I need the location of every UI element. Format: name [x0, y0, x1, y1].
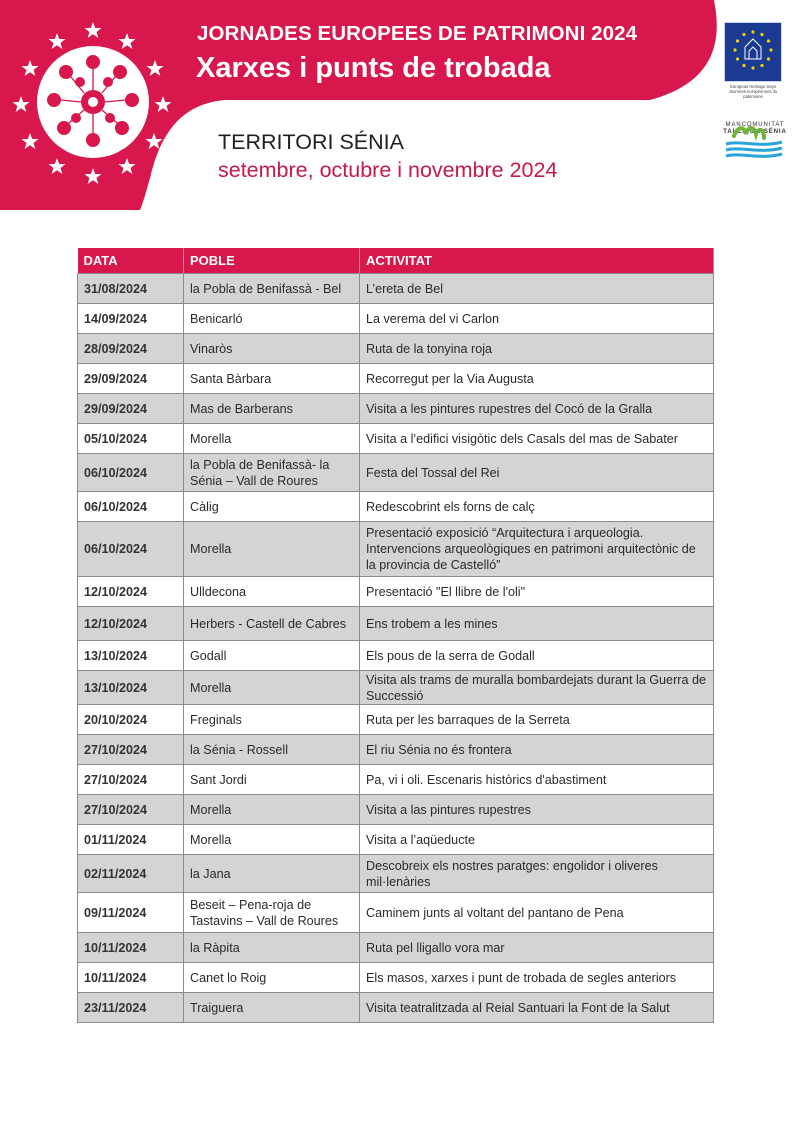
row-town: Beseit – Pena-roja de Tastavins – Vall de Roures	[184, 893, 360, 933]
row-activity: Visita a las pintures rupestres	[360, 795, 714, 825]
row-town: la Pobla de Benifassà- la Sénia – Vall de Roures	[184, 454, 360, 492]
table-row	[78, 522, 714, 577]
event-subtitle: Xarxes i punts de trobada	[196, 52, 551, 84]
row-date: 14/09/2024	[78, 304, 184, 334]
row-town: Traiguera	[184, 993, 360, 1023]
row-date: 05/10/2024	[78, 424, 184, 454]
row-activity: Visita als trams de muralla bombardejats durant la Guerra de Successió	[360, 671, 714, 705]
table-header-row	[78, 248, 714, 274]
row-activity: Ruta de la tonyina roja	[360, 334, 714, 364]
row-town: Morella	[184, 795, 360, 825]
row-town: Mas de Barberans	[184, 394, 360, 424]
row-activity: Descobreix els nostres paratges: engolidor i oliveres mil·lenàries	[360, 855, 714, 893]
column-header-date: DATA	[78, 248, 184, 274]
row-town: la Jana	[184, 855, 360, 893]
row-town: Vinaròs	[184, 334, 360, 364]
table-row	[78, 963, 714, 993]
row-date: 06/10/2024	[78, 492, 184, 522]
row-town: Ulldecona	[184, 577, 360, 607]
row-town: Santa Bàrbara	[184, 364, 360, 394]
territory-heading: TERRITORI SÉNIA	[218, 130, 404, 154]
table-row	[78, 454, 714, 492]
row-town: Godall	[184, 641, 360, 671]
row-town: Càlig	[184, 492, 360, 522]
table-row	[78, 765, 714, 795]
row-activity: Ruta pel lligallo vora mar	[360, 933, 714, 963]
row-town: la Ràpita	[184, 933, 360, 963]
row-date: 12/10/2024	[78, 577, 184, 607]
row-date: 01/11/2024	[78, 825, 184, 855]
row-activity: Pa, vi i oli. Escenaris històrics d'abastiment	[360, 765, 714, 795]
row-date: 06/10/2024	[78, 454, 184, 492]
table-row	[78, 492, 714, 522]
row-date: 27/10/2024	[78, 765, 184, 795]
table-row	[78, 364, 714, 394]
table-row	[78, 274, 714, 304]
row-activity: Festa del Tossal del Rei	[360, 454, 714, 492]
row-town: la Pobla de Benifassà - Bel	[184, 274, 360, 304]
row-date: 29/09/2024	[78, 394, 184, 424]
row-date: 10/11/2024	[78, 963, 184, 993]
row-date: 13/10/2024	[78, 641, 184, 671]
table-row	[78, 855, 714, 893]
table-row	[78, 304, 714, 334]
row-town: Benicarló	[184, 304, 360, 334]
table-row	[78, 671, 714, 705]
row-town: Herbers - Castell de Cabres	[184, 607, 360, 641]
table-row	[78, 705, 714, 735]
column-header-town: POBLE	[184, 248, 360, 274]
row-date: 27/10/2024	[78, 795, 184, 825]
table-row	[78, 424, 714, 454]
column-header-activity: ACTIVITAT	[360, 248, 714, 274]
table-row	[78, 334, 714, 364]
network-emblem-icon	[0, 0, 190, 190]
table-row	[78, 893, 714, 933]
table-row	[78, 795, 714, 825]
table-row	[78, 933, 714, 963]
period-heading: setembre, octubre i novembre 2024	[218, 158, 558, 182]
table-row	[78, 577, 714, 607]
row-date: 09/11/2024	[78, 893, 184, 933]
row-activity: Recorregut per la Via Augusta	[360, 364, 714, 394]
row-town: Sant Jordi	[184, 765, 360, 795]
eu-flag-icon	[724, 22, 782, 82]
header-banner	[0, 0, 800, 210]
row-date: 29/09/2024	[78, 364, 184, 394]
mancomunitat-wave-icon	[720, 122, 790, 162]
table-row	[78, 394, 714, 424]
activities-table	[77, 248, 713, 1023]
row-town: Morella	[184, 424, 360, 454]
row-date: 12/10/2024	[78, 607, 184, 641]
row-activity: Caminem junts al voltant del pantano de Pena	[360, 893, 714, 933]
row-activity: Visita teatralitzada al Reial Santuari la Font de la Salut	[360, 993, 714, 1023]
row-activity: L’ereta de Bel	[360, 274, 714, 304]
mancomunitat-sub: TAULA del SÉNIA	[723, 129, 787, 135]
row-date: 27/10/2024	[78, 735, 184, 765]
mancomunitat-name: MANCOMUNITAT	[725, 122, 785, 128]
mancomunitat-logo	[720, 122, 790, 188]
row-activity: Presentació "El llibre de l'oli"	[360, 577, 714, 607]
row-activity: Ruta per les barraques de la Serreta	[360, 705, 714, 735]
row-town: Canet lo Roig	[184, 963, 360, 993]
row-date: 06/10/2024	[78, 522, 184, 577]
row-activity: Presentació exposició “Arquitectura i arqueologia. Intervencions arqueològiques en patrimoni arquitectònic de la provincia de Castelló”	[360, 522, 714, 577]
row-date: 23/11/2024	[78, 993, 184, 1023]
event-title: JORNADES EUROPEES DE PATRIMONI 2024	[197, 22, 638, 45]
european-heritage-days-logo	[724, 22, 784, 110]
table-row	[78, 641, 714, 671]
row-activity: Els pous de la serra de Godall	[360, 641, 714, 671]
table-row	[78, 993, 714, 1023]
row-date: 10/11/2024	[78, 933, 184, 963]
row-activity: La verema del vi Carlon	[360, 304, 714, 334]
table-row	[78, 735, 714, 765]
row-date: 20/10/2024	[78, 705, 184, 735]
table-row	[78, 607, 714, 641]
table-row	[78, 825, 714, 855]
row-activity: El riu Sénia no és frontera	[360, 735, 714, 765]
row-date: 13/10/2024	[78, 671, 184, 705]
row-activity: Els masos, xarxes i punt de trobada de segles anteriors	[360, 963, 714, 993]
row-activity: Visita a l’aqüeducte	[360, 825, 714, 855]
row-town: Freginals	[184, 705, 360, 735]
row-date: 31/08/2024	[78, 274, 184, 304]
row-activity: Redescobrint els forns de calç	[360, 492, 714, 522]
row-town: Morella	[184, 825, 360, 855]
eu-logo-caption: European Heritage Days Journées européennes du patrimoine	[728, 84, 778, 99]
row-date: 02/11/2024	[78, 855, 184, 893]
row-town: la Sénia - Rossell	[184, 735, 360, 765]
row-activity: Visita a les pintures rupestres del Cocó de la Gralla	[360, 394, 714, 424]
row-activity: Ens trobem a les mines	[360, 607, 714, 641]
row-town: Morella	[184, 522, 360, 577]
row-activity: Visita a l’edifici visigòtic dels Casals del mas de Sabater	[360, 424, 714, 454]
row-date: 28/09/2024	[78, 334, 184, 364]
row-town: Morella	[184, 671, 360, 705]
